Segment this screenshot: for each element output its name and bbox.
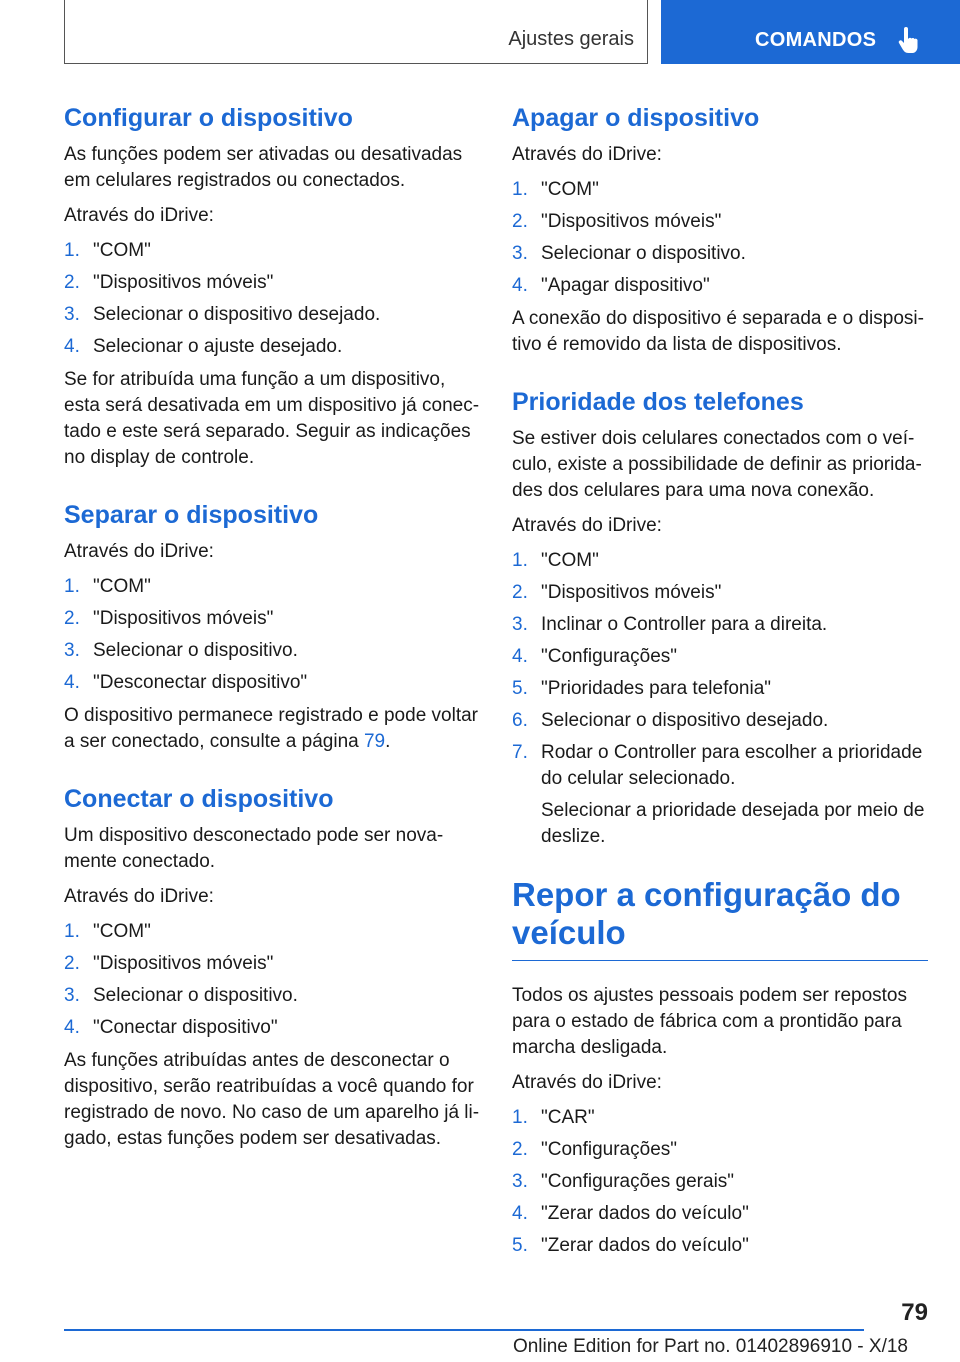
step-text: "Dispositivos móveis" bbox=[93, 608, 274, 629]
list-item bbox=[64, 919, 482, 945]
section-separar bbox=[64, 497, 482, 755]
intro-text: Todos os ajustes pessoais podem ser repostos para o estado de fábrica com a prontidão para marcha desligada. bbox=[512, 985, 907, 1058]
step-number: 1. bbox=[64, 240, 80, 261]
list-item bbox=[512, 580, 928, 606]
step-number: 3. bbox=[64, 640, 80, 661]
step-text: "Dispositivos móveis" bbox=[541, 211, 722, 232]
step-text: Selecionar o dispositivo desejado. bbox=[541, 710, 829, 731]
list-item bbox=[64, 951, 482, 977]
step-number: 1. bbox=[512, 550, 528, 571]
step-number: 3. bbox=[512, 1171, 528, 1192]
section-configurar bbox=[64, 100, 482, 471]
step-text: Selecionar o dispositivo. bbox=[93, 985, 298, 1006]
list-item bbox=[512, 1201, 928, 1227]
step-number: 1. bbox=[512, 1107, 528, 1128]
section-conectar bbox=[64, 781, 482, 1152]
step-text: "Dispositivos móveis" bbox=[541, 582, 722, 603]
step-number: 2. bbox=[64, 272, 80, 293]
list-item bbox=[512, 1169, 928, 1195]
step-text: Inclinar o Controller para a direita. bbox=[541, 614, 828, 635]
step-number: 5. bbox=[512, 678, 528, 699]
heading-apagar: Apagar o dispositivo bbox=[512, 104, 760, 132]
list-item bbox=[512, 676, 928, 702]
section-prioridade bbox=[512, 384, 928, 850]
header-tab-label: COMANDOS bbox=[755, 29, 877, 51]
step-text: "Apagar dispositivo" bbox=[541, 275, 710, 296]
list-item bbox=[512, 1105, 928, 1131]
note-text: A conexão do dispositivo é separada e o disposi‐tivo é removido da lista de dispositivos. bbox=[512, 308, 924, 355]
step-text: "CAR" bbox=[541, 1107, 595, 1128]
steps-list bbox=[512, 177, 928, 299]
list-item bbox=[512, 273, 928, 299]
step-text: "Conectar dispositivo" bbox=[93, 1017, 278, 1038]
step-number: 3. bbox=[64, 304, 80, 325]
step-text: "COM" bbox=[541, 179, 599, 200]
list-item bbox=[64, 606, 482, 632]
note-text: Se for atribuída uma função a um dispositivo, esta será desativada em um dispositivo já conec‐tado e este será separado. Seguir as indicações no display de controle. bbox=[64, 369, 480, 468]
idrive-label: Através do iDrive: bbox=[512, 515, 662, 536]
step-number: 3. bbox=[512, 243, 528, 264]
step-text: Selecionar o dispositivo desejado. bbox=[93, 304, 381, 325]
heading-prioridade: Prioridade dos telefones bbox=[512, 388, 804, 416]
intro-text: Se estiver dois celulares conectados com o veí‐culo, existe a possibilidade de definir as priorida‐des dos celulares para uma nova conexão. bbox=[512, 428, 922, 501]
idrive-label: Através do iDrive: bbox=[512, 144, 662, 165]
step-number: 1. bbox=[512, 179, 528, 200]
list-item bbox=[64, 670, 482, 696]
steps-list bbox=[64, 574, 482, 696]
heading-configurar: Configurar o dispositivo bbox=[64, 104, 353, 132]
list-item bbox=[64, 302, 482, 328]
step-text: "Configurações" bbox=[541, 1139, 678, 1160]
intro-text: As funções podem ser ativadas ou desativadas em celulares registrados ou conectados. bbox=[64, 144, 463, 191]
note-text-part: O dispositivo permanece registrado e pode voltar a ser conectado, consulte a página bbox=[64, 705, 479, 752]
section-apagar bbox=[512, 100, 928, 358]
section-repor bbox=[512, 876, 928, 1259]
footer-edition-text: Online Edition for Part no. 01402896910 - X/18 bbox=[512, 1336, 908, 1357]
list-item bbox=[512, 209, 928, 235]
idrive-label: Através do iDrive: bbox=[64, 205, 214, 226]
list-item bbox=[64, 270, 482, 296]
step-text: "COM" bbox=[93, 921, 151, 942]
list-item bbox=[64, 574, 482, 600]
note-text-end: . bbox=[385, 731, 391, 752]
list-item bbox=[64, 238, 482, 264]
note-text: As funções atribuídas antes de desconectar o dispositivo, serão reatribuídas a você quando for registrado de novo. No caso de um aparelho já li‐gado, estas funções podem ser desativadas. bbox=[64, 1050, 480, 1149]
step-number: 4. bbox=[512, 1203, 528, 1224]
step-text: "Zerar dados do veículo" bbox=[541, 1203, 749, 1224]
idrive-label: Através do iDrive: bbox=[64, 886, 214, 907]
list-item bbox=[512, 241, 928, 267]
list-item bbox=[512, 740, 928, 850]
step-text: Selecionar o ajuste desejado. bbox=[93, 336, 343, 357]
header-tab-comandos[interactable] bbox=[661, 0, 960, 64]
step-text: "COM" bbox=[541, 550, 599, 571]
steps-list bbox=[64, 238, 482, 360]
step-number: 6. bbox=[512, 710, 528, 731]
list-item bbox=[512, 644, 928, 670]
step-text: "Desconectar dispositivo" bbox=[93, 672, 308, 693]
step-text: Selecionar o dispositivo. bbox=[541, 243, 746, 264]
list-item bbox=[512, 708, 928, 734]
step-text: "Configurações" bbox=[541, 646, 678, 667]
intro-text: Um dispositivo desconectado pode ser nova‐mente conectado. bbox=[64, 825, 444, 872]
note-text bbox=[64, 703, 482, 755]
list-item bbox=[64, 1015, 482, 1041]
step-text: "Configurações gerais" bbox=[541, 1171, 735, 1192]
footer-divider bbox=[64, 1329, 864, 1331]
left-column bbox=[64, 100, 482, 1178]
list-item bbox=[64, 983, 482, 1009]
step-text: "COM" bbox=[93, 240, 151, 261]
step-number: 4. bbox=[512, 646, 528, 667]
list-item bbox=[64, 334, 482, 360]
step-number: 2. bbox=[512, 211, 528, 232]
step-text: Selecionar o dispositivo. bbox=[93, 640, 298, 661]
page-number: 79 bbox=[901, 1299, 928, 1326]
step-continuation: Selecionar a prioridade desejada por meio de deslize. bbox=[541, 800, 925, 847]
idrive-label: Através do iDrive: bbox=[512, 1072, 662, 1093]
step-text: Rodar o Controller para escolher a prioridade do celular selecionado. bbox=[541, 742, 923, 789]
step-text: "Dispositivos móveis" bbox=[93, 953, 274, 974]
step-number: 1. bbox=[64, 921, 80, 942]
header-section-title: Ajustes gerais bbox=[508, 28, 634, 50]
step-text: "Zerar dados do veículo" bbox=[541, 1235, 749, 1256]
heading-repor: Repor a configuração do veículo bbox=[512, 876, 928, 961]
list-item bbox=[64, 638, 482, 664]
step-number: 4. bbox=[64, 672, 80, 693]
step-number: 4. bbox=[64, 1017, 80, 1038]
step-number: 7. bbox=[512, 742, 528, 763]
list-item bbox=[512, 612, 928, 638]
step-number: 2. bbox=[64, 608, 80, 629]
page-link[interactable]: 79 bbox=[363, 731, 386, 752]
step-text: "Dispositivos móveis" bbox=[93, 272, 274, 293]
idrive-label: Através do iDrive: bbox=[64, 541, 214, 562]
heading-separar: Separar o dispositivo bbox=[64, 501, 319, 529]
list-item bbox=[512, 1233, 928, 1259]
steps-list bbox=[512, 1105, 928, 1259]
step-text: "Prioridades para telefonia" bbox=[541, 678, 772, 699]
heading-conectar: Conectar o dispositivo bbox=[64, 785, 334, 813]
steps-list bbox=[512, 548, 928, 850]
step-number: 1. bbox=[64, 576, 80, 597]
step-number: 4. bbox=[64, 336, 80, 357]
hand-pointer-icon bbox=[897, 26, 921, 56]
right-column bbox=[512, 100, 928, 1285]
step-text: "COM" bbox=[93, 576, 151, 597]
step-number: 3. bbox=[64, 985, 80, 1006]
steps-list bbox=[64, 919, 482, 1041]
step-number: 2. bbox=[64, 953, 80, 974]
step-number: 2. bbox=[512, 1139, 528, 1160]
list-item bbox=[512, 548, 928, 574]
list-item bbox=[512, 177, 928, 203]
step-number: 3. bbox=[512, 614, 528, 635]
step-number: 4. bbox=[512, 275, 528, 296]
step-number: 2. bbox=[512, 582, 528, 603]
step-number: 5. bbox=[512, 1235, 528, 1256]
list-item bbox=[512, 1137, 928, 1163]
